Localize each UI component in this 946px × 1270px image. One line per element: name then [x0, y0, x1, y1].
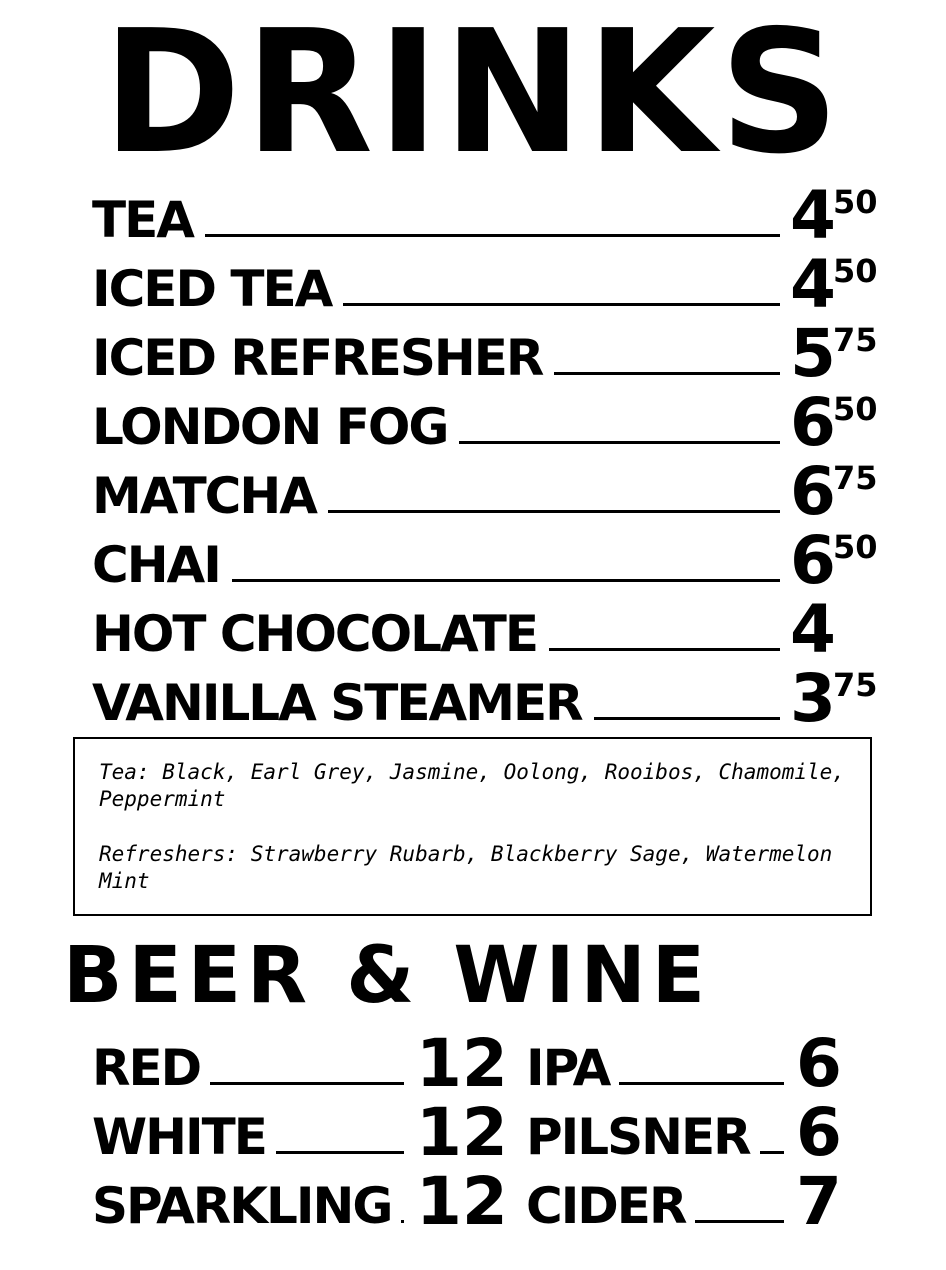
drink-name: VANILLA STEAMER	[92, 674, 582, 732]
drink-name: HOT CHOCOLATE	[92, 605, 538, 663]
drink-price	[790, 453, 882, 530]
beer-item	[526, 1094, 842, 1171]
drink-item	[92, 384, 882, 461]
wine-item	[92, 1025, 508, 1102]
refresher-flavors-note: Refreshers: Strawberry Rubarb, Blackberry Sage, Watermelon Mint	[99, 842, 833, 893]
drink-name: CHAI	[92, 536, 220, 594]
dotted-leader	[549, 648, 780, 651]
drink-price	[790, 246, 882, 323]
price-cents: 75	[833, 459, 878, 497]
price-cents: 50	[833, 252, 878, 290]
price-dollars: 6	[790, 453, 836, 530]
dotted-leader	[554, 372, 780, 375]
beer-item	[526, 1025, 842, 1102]
drinks-list	[92, 177, 882, 737]
dotted-leader	[343, 303, 780, 306]
drink-name: ICED TEA	[92, 260, 332, 318]
price-cents: 50	[833, 183, 878, 221]
drink-item	[92, 246, 882, 323]
dotted-leader	[328, 510, 780, 513]
drink-item	[92, 591, 882, 668]
price-dollars: 6	[790, 384, 836, 461]
wine-price: 12	[416, 1025, 508, 1102]
dotted-leader	[594, 717, 780, 720]
drink-price	[790, 591, 882, 668]
drink-item	[92, 522, 882, 599]
beer-price: 6	[796, 1094, 842, 1171]
drinks-title: DRINKS	[102, 0, 844, 192]
drink-name: TEA	[92, 191, 193, 249]
dotted-leader	[760, 1151, 784, 1154]
tea-flavors-note: Tea: Black, Earl Grey, Jasmine, Oolong, Rooibos, Chamomile, Peppermint	[99, 760, 845, 811]
drink-item	[92, 177, 882, 254]
price-dollars: 4	[790, 591, 836, 668]
dotted-leader	[401, 1220, 404, 1223]
beer-list	[526, 1025, 842, 1240]
wine-item	[92, 1163, 508, 1240]
price-cents: 75	[833, 666, 878, 704]
wine-name: WHITE	[92, 1108, 266, 1166]
dotted-leader	[210, 1082, 404, 1085]
drink-price	[790, 177, 882, 254]
flavor-notes-box	[73, 737, 872, 916]
drink-item	[92, 660, 882, 737]
dotted-leader	[695, 1220, 784, 1223]
wine-list	[92, 1025, 508, 1240]
beer-price: 6	[796, 1025, 842, 1102]
price-cents: 75	[833, 321, 878, 359]
wine-name: RED	[92, 1039, 201, 1097]
drink-name: MATCHA	[92, 467, 316, 525]
beer-name: IPA	[526, 1039, 610, 1097]
beer-item	[526, 1163, 842, 1240]
beer-wine-title: BEER & WINE	[63, 931, 712, 1021]
beer-price: 7	[796, 1163, 842, 1240]
dotted-leader	[619, 1082, 784, 1085]
drink-price	[790, 522, 882, 599]
dotted-leader	[459, 441, 780, 444]
drink-item	[92, 315, 882, 392]
price-dollars: 3	[790, 660, 836, 737]
price-dollars: 4	[790, 246, 836, 323]
drink-item	[92, 453, 882, 530]
price-cents: 50	[833, 390, 878, 428]
drink-name: LONDON FOG	[92, 398, 448, 456]
price-dollars: 4	[790, 177, 836, 254]
price-dollars: 5	[790, 315, 836, 392]
drink-price	[790, 660, 882, 737]
dotted-leader	[205, 234, 780, 237]
drink-price	[790, 384, 882, 461]
beer-name: PILSNER	[526, 1108, 750, 1166]
dotted-leader	[276, 1151, 404, 1154]
price-dollars: 6	[790, 522, 836, 599]
drink-name: ICED REFRESHER	[92, 329, 543, 387]
beer-name: CIDER	[526, 1177, 686, 1235]
wine-price: 12	[416, 1094, 508, 1171]
price-cents: 50	[833, 528, 878, 566]
drink-price	[790, 315, 882, 392]
dotted-leader	[232, 579, 780, 582]
wine-item	[92, 1094, 508, 1171]
wine-name: SPARKLING	[92, 1177, 392, 1235]
wine-price: 12	[416, 1163, 508, 1240]
